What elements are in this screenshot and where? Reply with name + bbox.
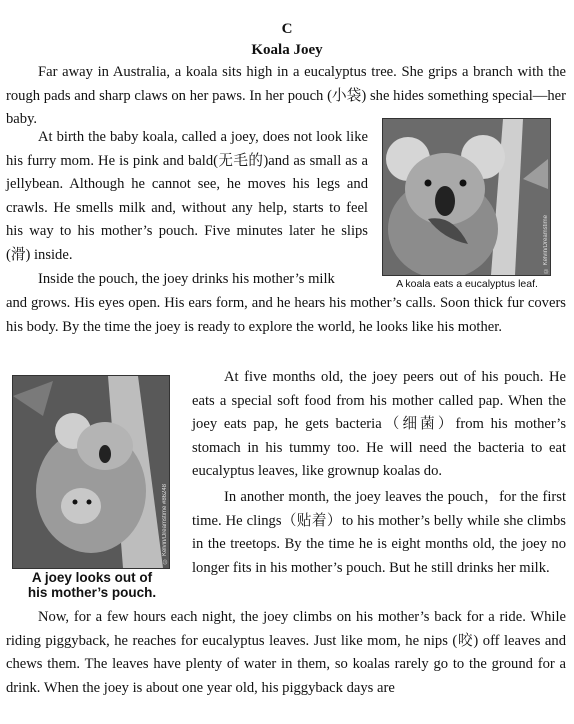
koala-eating-photo: [382, 118, 551, 276]
paragraph-3-text: and grows. His eyes open. His ears form, and he hears his mother’s calls. Soon thick fur covers his body. By the time the joey is ready to explore the world, he looks like his mother.: [6, 295, 566, 335]
paragraph-6-text: Now, for a few hours each night, the joey climbs on his mother’s back for a ride. While riding piggyback, he reaches for eucalyptus leaves. Just like mom, he nips (咬) off leaves and chews them. The leaves have plenty of water in them, so koalas rarely go to the ground for a drink. When the joey is about one year old, his piggyback days are: [6, 609, 566, 696]
paragraph-3-start: [6, 268, 368, 292]
paragraph-5: [192, 486, 566, 580]
photo-1-caption: A koala eats a eucalyptus leaf.: [396, 278, 538, 290]
paragraph-1-text: Far away in Australia, a koala sits high in a eucalyptus tree. She grips a branch with the rough pads and sharp claws on her paws. In her pouch (小袋) she hides something special—her baby.: [6, 64, 566, 128]
photo-2-caption-line1: A joey looks out of: [31, 570, 153, 585]
photo-2-caption-line2: his mother’s pouch.: [27, 585, 157, 600]
paragraph-4-text: At five months old, the joey peers out of his pouch. He eats a special soft food from his mother called pap. When the joey eats pap, he gets bacteria（细菌）from his mother’s stomach in his tummy too. He will need the bacteria to eat eucalyptus leaves, like grownup koalas do.: [192, 369, 566, 480]
section-label: C: [281, 21, 293, 37]
paragraph-2: [6, 126, 368, 268]
paragraph-6: [6, 606, 566, 700]
paragraph-2-text: At birth the baby koala, called a joey, does not look like his furry mom. He is pink and bald(无毛的)and as small as a jellybean. Although he cannot see, he moves his legs and crawls. He smells milk and, without any help, starts to feel his way to his mother’s pouch. Five minutes later he slips (滑) inside.: [6, 129, 368, 263]
paragraph-3-rest: [6, 292, 566, 339]
paragraph-4: [192, 366, 566, 484]
photo-2-credit: © Kelvin/Dreamstime #86248: [162, 484, 168, 564]
article-title: Koala Joey: [251, 42, 323, 58]
joey-pouch-photo: [12, 375, 170, 569]
photo-1-credit: © Kelvin/Dreamstime: [543, 214, 549, 273]
paragraph-3-line1: Inside the pouch, the joey drinks his mother’s milk: [38, 271, 335, 287]
koala-illustration-2: [13, 376, 169, 568]
paragraph-5-text: In another month, the joey leaves the pouch，for the first time. He clings（贴着）to his mother’s belly while she climbs in the treetops. By the time he is eight months old, the joey no longer fits in his mother’s pouch. But he still drinks her milk.: [192, 489, 566, 576]
koala-illustration-1: [383, 119, 550, 275]
photo-2-caption: [14, 570, 170, 600]
